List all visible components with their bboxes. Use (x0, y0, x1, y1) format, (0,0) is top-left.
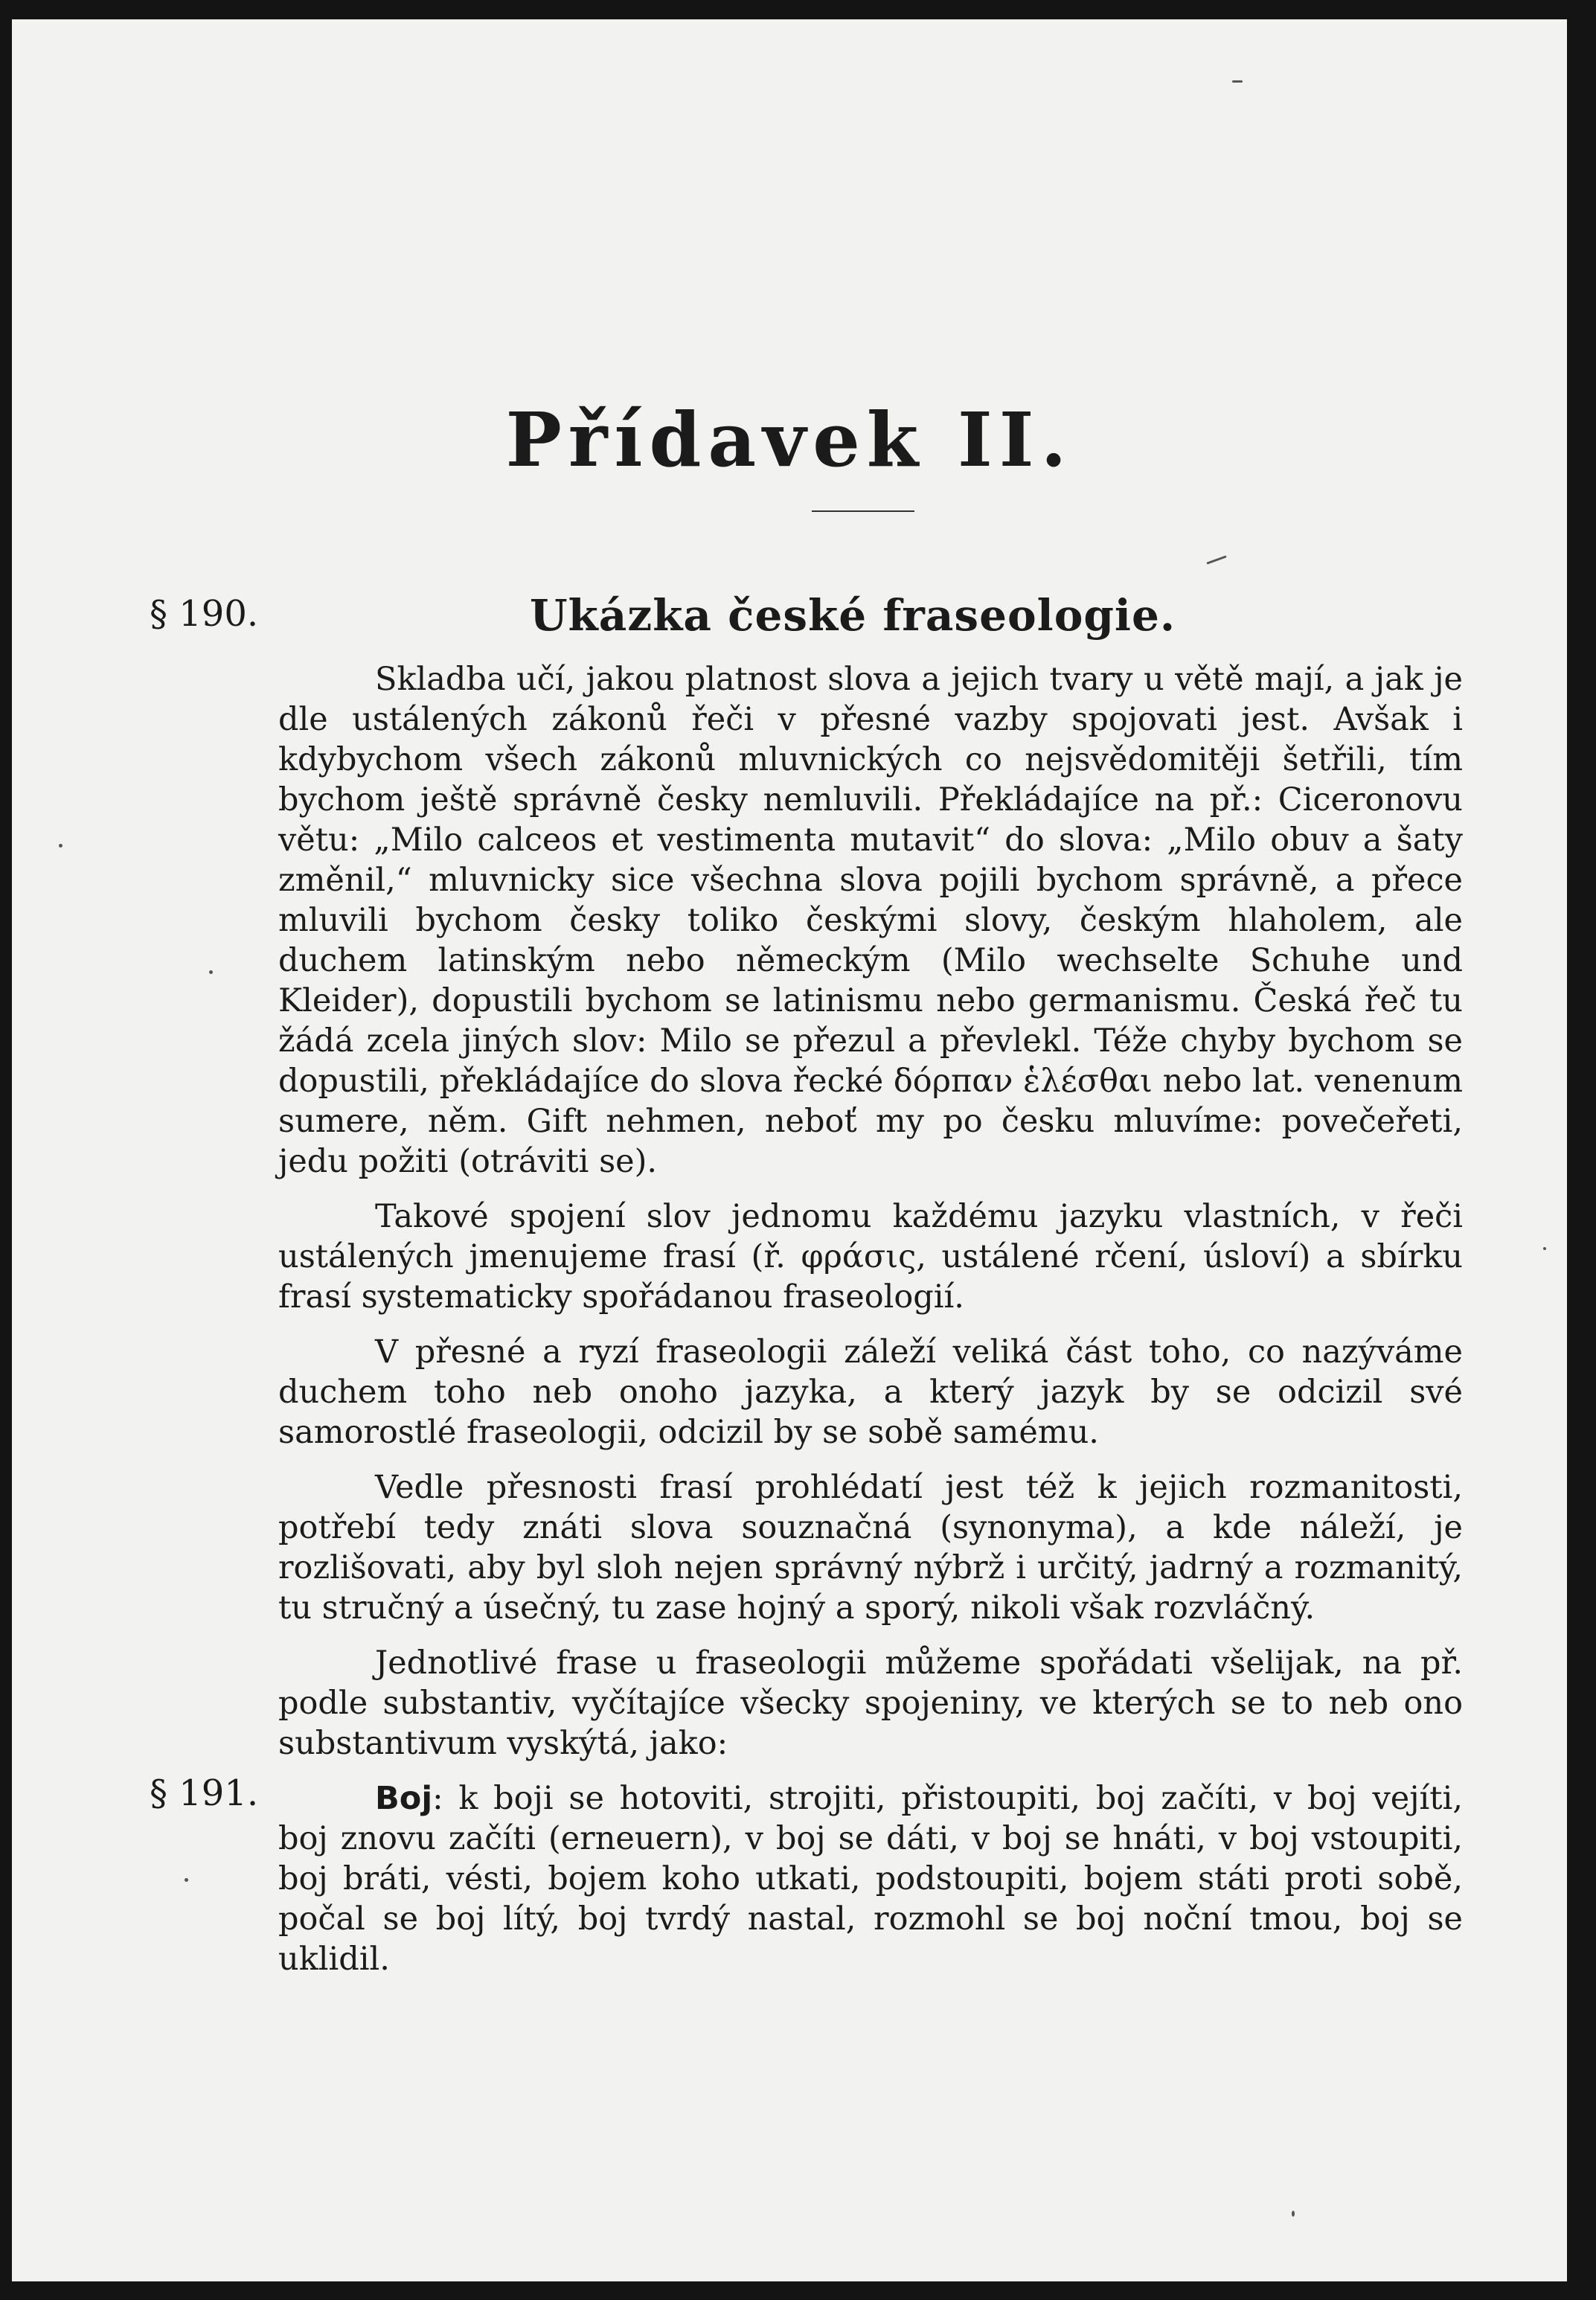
scan-speck (1543, 1247, 1546, 1250)
entry-text: : k boji se hotoviti, strojiti, přistoupiti, boj začíti, v boj vejíti, boj znovu začíti (erneuern), v boj se dáti, v boj se hnáti, v boj vstoupiti, boj bráti, vésti, bojem koho utkati, podstoupiti, bojem státi proti sobě, počal se boj lítý, boj tvrdý nastal, rozmohl se boj noční tmou, boj se uklidil. (278, 1780, 1463, 1978)
body-text (278, 659, 1463, 1994)
paragraph-4: Vedle přesnosti frasí prohlédatí jest též k jejich rozmanitosti, potřebí tedy znáti slova souznačná (synonyma), a kde náleží, je rozlišovati, aby byl sloh nejen správný nýbrž i určitý, jadrný a rozmanitý, tu stručný a úsečný, tu zase hojný a sporý, nikoli však rozvláčný. (278, 1469, 1463, 1627)
scan-speck (1292, 2211, 1295, 2217)
scan-speck (59, 844, 63, 848)
scan-speck (185, 1878, 188, 1882)
paragraph-1: Skladba učí, jakou platnost slova a jejich tvary u větě mají, a jak je dle ustálených zákonů řeči v přesné vazby spojovati jest. Avšak i kdybychom všech zákonů mluvnických co nejsvědomitěji šetřili, tím bychom ještě správně česky nemluvili. Překládajíce na př.: Ciceronovu větu: „Milo calceos et vestimenta mutavit“ do slova: „Milo obuv a šaty změnil,“ mluvnicky sice všechna slova pojili bychom správně, a přece mluvili bychom česky toliko českými slovy, českým hlaholem, ale duchem latinským nebo německým (Milo wechselte Schuhe und Kleider), dopustili bychom se latinismu nebo germanismu. Česká řeč tu žádá zcela jiných slov: Milo se přezul a převlekl. Téže chyby bychom se dopustili, překládajíce do slova řecké δόρπαν ἑλέσθαι nebo lat. venenum sumere, něm. Gift nehmen, neboť my po česku mluvíme: povečeřeti, jedu požiti (otráviti se). (278, 661, 1463, 1180)
section-mark-191: § 191. (150, 1772, 259, 1814)
section-heading-190: Ukázka české fraseologie. (529, 590, 1176, 641)
paragraph-3: V přesné a ryzí fraseologii záleží veliká část toho, co nazýváme duchem toho neb onoho jazyka, a který jazyk by se odcizil své samorostlé fraseologii, odcizil by se sobě samému. (278, 1333, 1463, 1451)
paragraph-5: Jednotlivé frase u fraseologii můžeme spořádati všelijak, na př. podle substantiv, vyčítajíce všecky spojeniny, ve kterých se to neb ono substantivum vyskýtá, jako: (278, 1644, 1463, 1762)
paragraph-2: Takové spojení slov jednomu každému jazyku vlastních, v řeči ustálených jmenujeme frasí (ř. φράσις, ustálené rčení, úsloví) a sbírku frasí systematicky spořádanou fraseologií. (278, 1198, 1463, 1316)
page-title: Přídavek II. (505, 396, 1074, 484)
scan-speck (1206, 555, 1226, 564)
section-mark-190: § 190. (150, 593, 259, 635)
entry-term: Boj (375, 1780, 433, 1817)
scan-speck (209, 970, 213, 974)
scanned-page (12, 19, 1567, 2281)
entry-boj (278, 1778, 1463, 1979)
title-rule (812, 510, 914, 512)
scan-speck (1232, 80, 1243, 83)
